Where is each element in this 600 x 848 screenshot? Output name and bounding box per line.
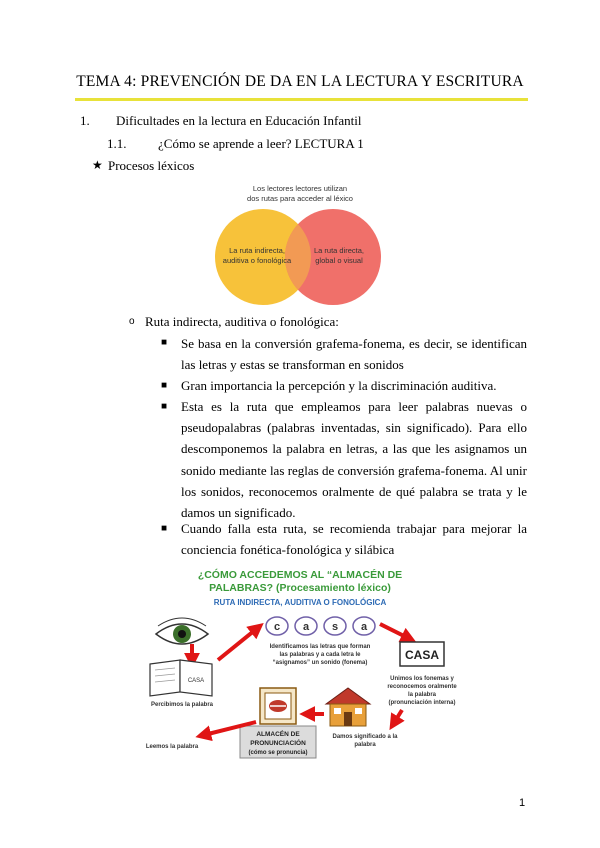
eye-icon	[156, 618, 208, 644]
store-line3: (cómo se pronuncia)	[248, 750, 308, 756]
unite-caption-line3: la palabra	[407, 692, 437, 698]
meaning-caption-line1: Damos significado a la	[332, 734, 398, 740]
unite-caption-line2: reconocemos oralmente	[387, 684, 457, 690]
letter-s: s	[331, 621, 339, 633]
route-heading: Ruta indirecta, auditiva o fonológica:	[145, 314, 339, 329]
unite-caption-line4: (pronunciación interna)	[388, 700, 456, 706]
letters-caption-line1: Identificamos las letras que forman	[269, 644, 371, 650]
arrow-icon	[218, 626, 260, 660]
section-heading: Dificultades en la lectura en Educación Infantil	[116, 113, 362, 128]
letters-caption-line2: las palabras y a cada letra le	[279, 652, 361, 658]
letter-bubbles	[266, 617, 375, 635]
infographic-title-line1: ¿CÓMO ACCEDEMOS AL “ALMACÉN DE	[197, 569, 403, 581]
square-bullet-icon: ■	[161, 523, 168, 534]
meaning-caption-line2: palabra	[354, 742, 376, 748]
route-point-2: Gran importancia la percepción y la discriminación auditiva.	[181, 378, 497, 393]
page-number: 1	[519, 797, 526, 809]
book-word: CASA	[187, 678, 205, 684]
letter-a: a	[302, 621, 310, 633]
square-bullet-icon: ■	[161, 380, 168, 391]
letters-caption-line3: “asignamos” un sonido (fonema)	[272, 660, 368, 666]
venn-right-label-line1: La ruta directa,	[313, 246, 365, 255]
arrow-icon	[380, 624, 412, 640]
infographic-subtitle: RUTA INDIRECTA, AUDITIVA O FONOLÓGICA	[213, 598, 387, 607]
title-underline	[75, 98, 528, 101]
venn-right-label-line2: global o visual	[315, 256, 363, 265]
infographic-title-line2: PALABRAS? (Procesamiento léxico)	[209, 582, 391, 594]
casa-box-label: CASA	[404, 648, 440, 662]
perceive-caption: Percibimos la palabra	[150, 702, 214, 708]
venn-caption-line2: dos rutas para acceder al léxico	[247, 194, 353, 203]
unite-caption-line1: Unimos los fonemas y	[390, 676, 454, 682]
subsection-heading: ¿Cómo se aprende a leer? LECTURA 1	[158, 136, 364, 151]
star-bullet-icon: ★	[92, 158, 103, 172]
venn-caption-line1: Los lectores lectores utilizan	[252, 184, 348, 193]
store-line1: ALMACÉN DE	[256, 731, 300, 738]
arrow-icon	[392, 710, 402, 726]
route-point-1: Se basa en la conversión grafema-fonema, es decir, se identifican las letras y estas se transforman en sonidos	[181, 336, 527, 373]
letter-c: c	[273, 621, 281, 633]
venn-diagram	[205, 176, 395, 312]
square-bullet-icon: ■	[161, 401, 168, 412]
infographic	[140, 564, 470, 764]
store-line2: PRONUNCIACIÓN	[250, 740, 306, 747]
page-title: TEMA 4: PREVENCIÓN DE DA EN LA LECTURA Y ESCRITURA	[76, 73, 524, 90]
house-icon	[326, 688, 370, 726]
route-point-4: Cuando falla esta ruta, se recomienda trabajar para mejorar la conciencia fonética-fonológica y silábica	[181, 521, 527, 558]
square-bullet-icon: ■	[161, 337, 168, 348]
subsection-number: 1.1.	[107, 136, 127, 151]
route-point-3: Esta es la ruta que empleamos para leer palabras nuevas o pseudopalabras (palabras inventadas, sin significado). Para ello descomponemos la palabra en letras, a las que les asignamos un sonido mediante las reglas de conversión grafema-fonema. Al unir los sonidos, reconocemos oralmente de qué palabra se trata y le damos un significado.	[181, 399, 527, 521]
letter-a: a	[360, 621, 368, 633]
venn-left-label-line2: auditiva o fonológica	[222, 256, 292, 265]
book-icon	[150, 660, 212, 696]
mouth-icon	[260, 688, 296, 724]
section-number: 1.	[80, 113, 90, 128]
venn-left-label-line1: La ruta indirecta,	[229, 246, 285, 255]
star-item-label: Procesos léxicos	[108, 158, 195, 173]
read-caption: Leemos la palabra	[145, 744, 199, 750]
circle-bullet-icon: o	[129, 316, 135, 327]
